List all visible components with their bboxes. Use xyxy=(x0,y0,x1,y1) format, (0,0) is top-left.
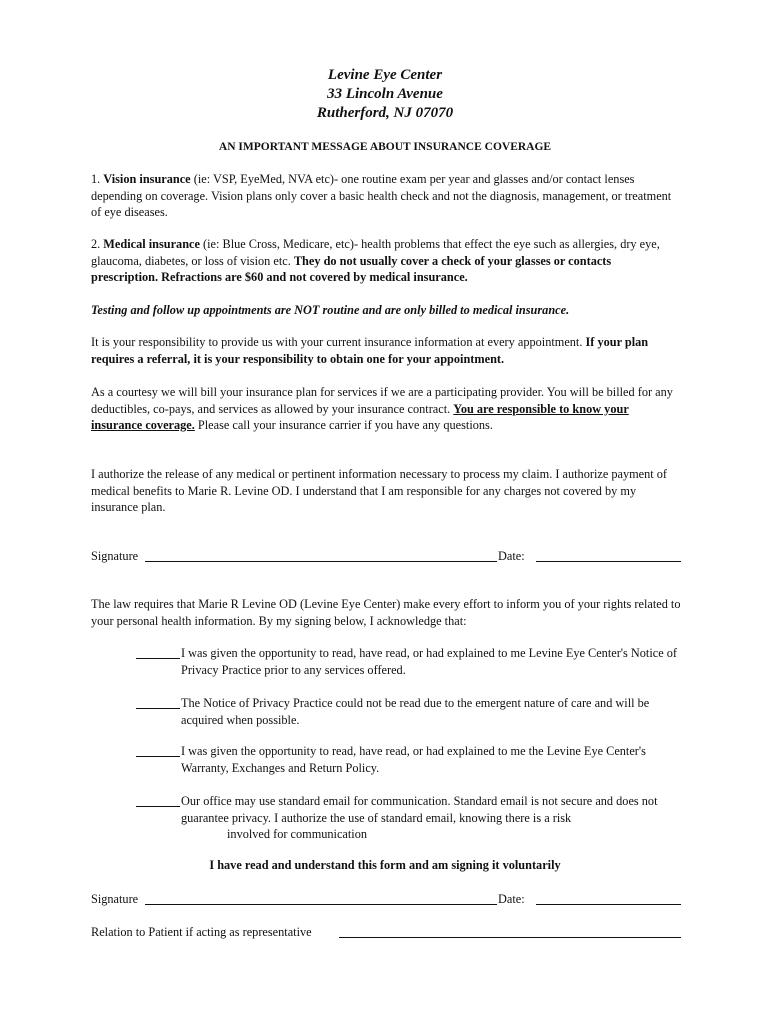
vision-insurance-paragraph xyxy=(91,171,681,221)
medical-prefix: 2. xyxy=(91,237,104,251)
medical-insurance-paragraph xyxy=(91,236,681,286)
relation-label: Relation to Patient if acting as representative xyxy=(91,925,312,939)
notice-title: AN IMPORTANT MESSAGE ABOUT INSURANCE COVERAGE xyxy=(218,141,552,153)
practice-street: 33 Lincoln Avenue xyxy=(327,86,443,102)
testing-note: Testing and follow up appointments are NOT routine and are only billed to medical insurance. xyxy=(91,303,570,317)
practice-city: Rutherford, NJ 07070 xyxy=(316,105,454,121)
acknowledgement-text: The Notice of Privacy Practice could not be read due to the emergent nature of care and will be acquired when possible. xyxy=(181,696,650,727)
vision-text: (ie: VSP, EyeMed, NVA etc)- one routine exam per year and glasses and/or contact lenses depending on coverage. Vision plans only cover a basic health check and not the diagnosis, management, or treatment of eye diseases. xyxy=(91,172,672,219)
acknowledgement-continuation: involved for communication xyxy=(227,827,368,841)
practice-name: Levine Eye Center xyxy=(327,67,443,83)
initials-line[interactable] xyxy=(136,743,180,757)
privacy-law-paragraph: The law requires that Marie R Levine OD (Levine Eye Center) make every effort to inform you of your rights related to your personal health information. By my signing below, I acknowledge that: xyxy=(91,597,681,628)
courtesy-text: As a courtesy we will bill your insurance plan for services if we are a participating provider. You will be billed for any deductibles, co-pays, and services as allowed by your insurance contract. xyxy=(91,385,673,416)
initials-line[interactable] xyxy=(136,793,180,807)
courtesy-paragraph xyxy=(91,384,681,434)
vision-prefix: 1. xyxy=(91,172,104,186)
voluntary-statement: I have read and understand this form and am signing it voluntarily xyxy=(209,858,561,872)
vision-label: Vision insurance xyxy=(103,172,191,186)
medical-bold-text: They do not usually cover a check of your glasses or contacts prescription. Refractions are $60 and not covered by medical insurance. xyxy=(91,253,612,284)
coverage-responsibility: You are responsible to know your insurance coverage. xyxy=(91,401,629,432)
relation-line[interactable] xyxy=(339,924,681,938)
acknowledgement-text: I was given the opportunity to read, have read, or had explained to me the Levine Eye Center's Warranty, Exchanges and Return Policy. xyxy=(181,744,646,775)
authorization-paragraph: I authorize the release of any medical or pertinent information necessary to process my claim. I authorize payment of medical benefits to Marie R. Levine OD. I understand that I am responsible for any charges not covered by my insurance plan. xyxy=(91,467,668,514)
date-line[interactable] xyxy=(536,548,681,562)
signature-label: Signature xyxy=(91,892,139,906)
responsibility-text: It is your responsibility to provide us with your current insurance information at every appointment. xyxy=(91,335,586,349)
acknowledgement-text: Our office may use standard email for communication. Standard email is not secure and does not guarantee privacy. I authorize the use of standard email, knowing there is a risk xyxy=(181,794,658,825)
responsibility-paragraph xyxy=(91,334,681,367)
date-label: Date: xyxy=(498,892,525,906)
medical-text: (ie: Blue Cross, Medicare, etc)- health problems that effect the eye such as allergies, dry eye, glaucoma, diabetes, or loss of vision etc. xyxy=(91,237,660,268)
signature-line[interactable] xyxy=(145,548,497,562)
initials-line[interactable] xyxy=(136,695,180,709)
signature-row-1 xyxy=(91,548,681,565)
date-line[interactable] xyxy=(536,891,681,905)
date-label: Date: xyxy=(498,549,525,563)
practice-header xyxy=(0,66,770,123)
initials-line[interactable] xyxy=(136,645,180,659)
signature-label: Signature xyxy=(91,549,139,563)
representative-row xyxy=(91,924,681,941)
acknowledgement-text: I was given the opportunity to read, have read, or had explained to me Levine Eye Center's Notice of Privacy Practice prior to any services offered. xyxy=(181,646,677,677)
medical-label: Medical insurance xyxy=(103,237,200,251)
courtesy-text-2: Please call your insurance carrier if you have any questions. xyxy=(194,418,493,432)
signature-line[interactable] xyxy=(145,891,497,905)
signature-row-2 xyxy=(91,891,681,908)
referral-note: If your plan requires a referral, it is your responsibility to obtain one for your appointment. xyxy=(91,335,649,366)
